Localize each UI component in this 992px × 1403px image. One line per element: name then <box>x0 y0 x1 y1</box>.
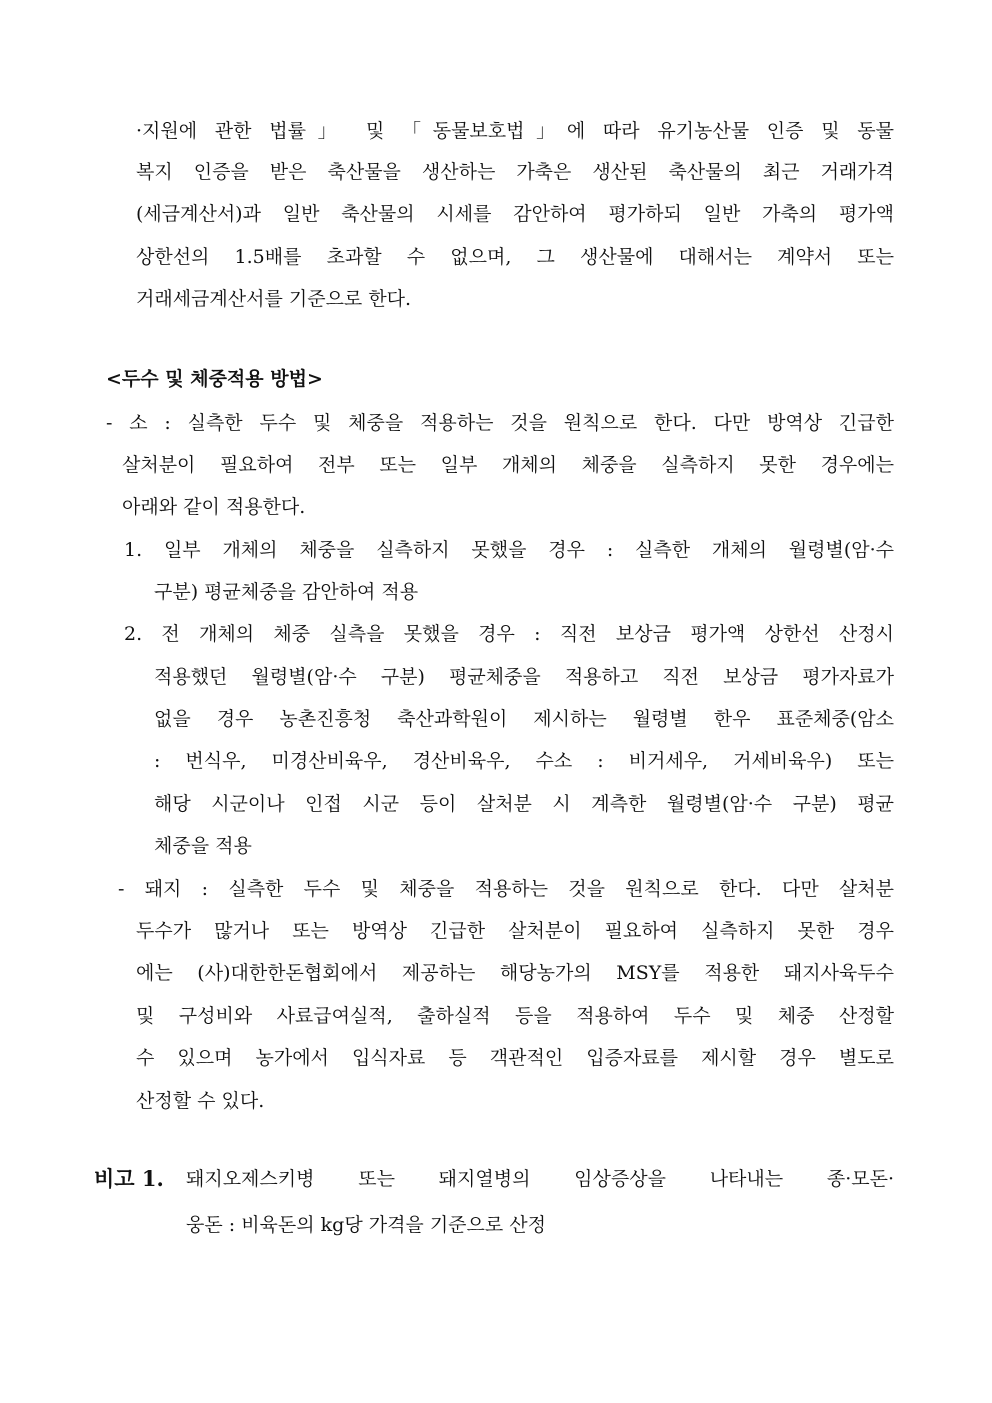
text-line: - 소 : 실측한 두수 및 체중을 적용하는 것을 원칙으로 한다. 다만 방역상 긴급한 <box>106 412 894 434</box>
text-line: 두수가 많거나 또는 방역상 긴급한 살처분이 필요하여 실측하지 못한 경우 <box>136 920 894 942</box>
text-line: 적용했던 월령별(암·수 구분) 평균체중을 적용하고 직전 보상금 평가자료가 <box>154 666 894 688</box>
text-line: 웅돈 : 비육돈의 kg당 가격을 기준으로 산정 <box>186 1214 546 1236</box>
text-line: 상한선의 1.5배를 초과할 수 없으며, 그 생산물에 대해서는 계약서 또는 <box>136 246 894 268</box>
text-line: (세금계산서)과 일반 축산물의 시세를 감안하여 평가하되 일반 가축의 평가액 <box>136 203 894 225</box>
text-line: 돼지오제스키병 또는 돼지열병의 임상증상을 나타내는 종·모돈· <box>186 1168 894 1190</box>
text-line: 수 있으며 농가에서 입식자료 등 객관적인 입증자료를 제시할 경우 별도로 <box>136 1047 894 1069</box>
text-line: 거래세금계산서를 기준으로 한다. <box>136 288 412 310</box>
text-line: 및 구성비와 사료급여실적, 출하실적 등을 적용하여 두수 및 체중 산정할 <box>136 1005 894 1027</box>
text-line: - 돼지 : 실측한 두수 및 체중을 적용하는 것을 원칙으로 한다. 다만 살처분 <box>118 878 894 900</box>
text-line: 해당 시군이나 인접 시군 등이 살처분 시 계측한 월령별(암·수 구분) 평균 <box>154 793 894 815</box>
text-line: : 번식우, 미경산비육우, 경산비육우, 수소 : 비거세우, 거세비육우) 또는 <box>154 750 894 772</box>
text-line: 1. 일부 개체의 체중을 실측하지 못했을 경우 : 실측한 개체의 월령별(암·수 <box>124 539 894 561</box>
text-line: 구분) 평균체중을 감안하여 적용 <box>154 581 419 603</box>
text-line: 산정할 수 있다. <box>136 1090 265 1112</box>
section-heading: <두수 및 체중적용 방법> <box>106 368 323 390</box>
text-line: 복지 인증을 받은 축산물을 생산하는 가축은 생산된 축산물의 최근 거래가격 <box>136 161 894 183</box>
text-line: 에는 (사)대한한돈협회에서 제공하는 해당농가의 MSY를 적용한 돼지사육두수 <box>136 962 894 984</box>
text-line: ·지원에 관한 법률」 및 「동물보호법」에 따라 유기농산물 인증 및 동물 <box>136 120 894 142</box>
text-line: 체중을 적용 <box>154 835 252 857</box>
text-line: 아래와 같이 적용한다. <box>122 496 306 518</box>
text-line: 2. 전 개체의 체중 실측을 못했을 경우 : 직전 보상금 평가액 상한선 산정시 <box>124 623 894 645</box>
text-line: 살처분이 필요하여 전부 또는 일부 개체의 체중을 실측하지 못한 경우에는 <box>122 454 894 476</box>
note-label: 비고 1. <box>94 1166 164 1191</box>
text-line: 없을 경우 농촌진흥청 축산과학원이 제시하는 월령별 한우 표준체중(암소 <box>154 708 894 730</box>
